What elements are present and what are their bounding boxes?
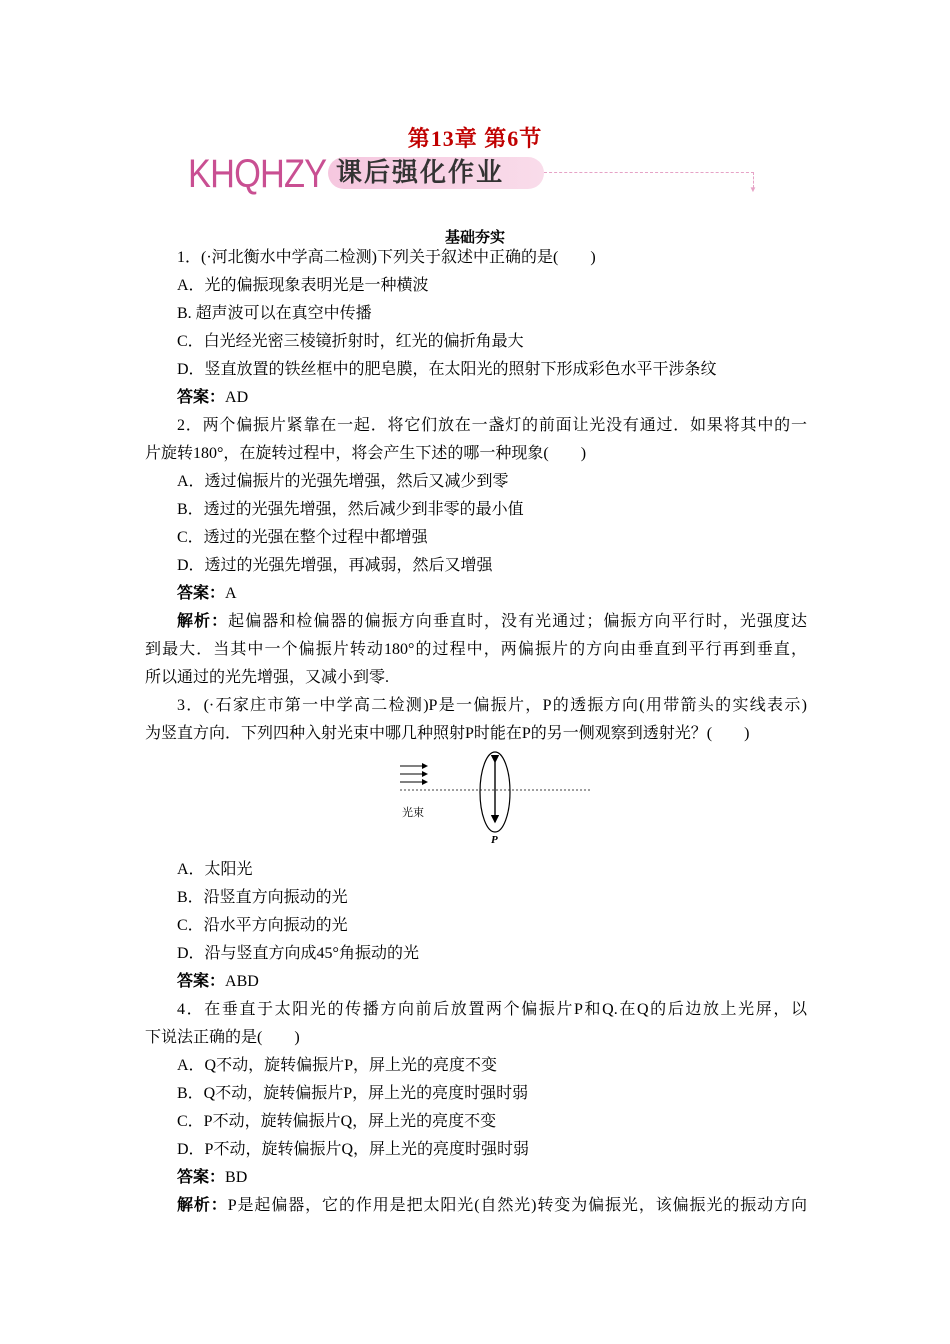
q1-option-b: B. 超声波可以在真空中传播 [177,305,372,322]
q4-option-b: B．Q不动，旋转偏振片P，屏上光的亮度时强时弱 [177,1085,529,1102]
q4-option-c: C．P不动，旋转偏振片Q，屏上光的亮度不变 [177,1113,497,1130]
q2-analysis-line-3: 所以通过的光先增强，又减小到零. [145,669,390,686]
q4-analysis-line-1 [145,1192,807,1220]
banner-dashed-line [544,172,754,173]
q3-option-b: B．沿竖直方向振动的光 [177,889,348,906]
answer-value: A [225,585,237,602]
q4-stem-line-1: 4．在垂直于太阳光的传播方向前后放置两个偏振片P和Q.在Q的后边放上光屏，以 [177,1001,807,1018]
q3-answer [145,968,807,996]
chapter-title: 第13章 第6节 [407,126,543,151]
beam-label: 光束 [402,806,424,819]
analysis-text: 起偏器和检偏器的偏振方向垂直时，没有光通过；偏振方向平行时，光强度达 [228,613,807,630]
analysis-label: 解析： [177,1197,228,1214]
homework-banner [188,152,768,196]
q2-option-b: B．透过的光强先增强，然后减少到非零的最小值 [177,501,524,518]
q1-stem: 1．(·河北衡水中学高二检测)下列关于叙述中正确的是( ) [177,249,596,266]
questions [145,244,807,1220]
q3-stem-line-1: 3．(·石家庄市第一中学高二检测)P是一偏振片，P的透振方向(用带箭头的实线表示) [177,697,807,714]
q2-stem-line-2: 片旋转180°，在旋转过程中，将会产生下述的哪一种现象( ) [145,445,587,462]
banner-arrow-icon: ▼ [749,185,757,194]
q2-answer [145,580,807,608]
banner-title: 课后强化作业 [336,158,505,188]
q2-analysis-line-2: 到最大．当其中一个偏振片转动180°的过程中，两偏振片的方向由垂直到平行再到垂直， [145,641,807,658]
q4-option-a: A．Q不动，旋转偏振片P，屏上光的亮度不变 [177,1057,498,1074]
q2-option-c: C．透过的光强在整个过程中都增强 [177,529,428,546]
q3-stem-line-2: 为竖直方向．下列四种入射光束中哪几种照射P时能在P的另一侧观察到透射光？( ) [145,725,750,742]
q1-answer [145,384,807,412]
q2-stem-line-1: 2．两个偏振片紧靠在一起．将它们放在一盏灯的前面让光没有通过．如果将其中的一 [177,417,807,434]
q1-option-d: D．竖直放置的铁丝框中的肥皂膜，在太阳光的照射下形成彩色水平干涉条纹 [177,361,717,378]
answer-label: 答案： [177,389,226,406]
answer-label: 答案： [177,585,226,602]
section-heading: 基础夯实 [444,230,505,246]
q3-option-d: D．沿与竖直方向成45°角振动的光 [177,945,419,962]
q3-option-a: A．太阳光 [177,861,253,878]
answer-label: 答案： [177,973,226,990]
q4-answer [145,1164,807,1192]
analysis-label: 解析： [177,613,229,630]
answer-value: ABD [225,973,259,990]
q3-option-c: C．沿水平方向振动的光 [177,917,348,934]
analysis-text: P是起偏器，它的作用是把太阳光(自然光)转变为偏振光，该偏振光的振动方向 [227,1197,807,1214]
q4-stem-line-2: 下说法正确的是( ) [145,1029,300,1046]
polarizer-label: P [491,834,498,846]
q2-option-d: D．透过的光强先增强，再减弱，然后又增强 [177,557,493,574]
q2-analysis-line-1 [145,608,807,636]
banner-logo: KHQHZY [188,152,327,196]
answer-value: AD [225,389,249,406]
answer-label: 答案： [177,1169,226,1186]
q4-option-d: D．P不动，旋转偏振片Q，屏上光的亮度时强时弱 [177,1141,530,1158]
q1-option-c: C．白光经光密三棱镜折射时，红光的偏折角最大 [177,333,524,350]
q1-option-a: A．光的偏振现象表明光是一种横波 [177,277,429,294]
answer-value: BD [225,1169,248,1186]
polarizer-figure [145,750,807,852]
q2-option-a: A．透过偏振片的光强先增强，然后又减少到零 [177,473,509,490]
